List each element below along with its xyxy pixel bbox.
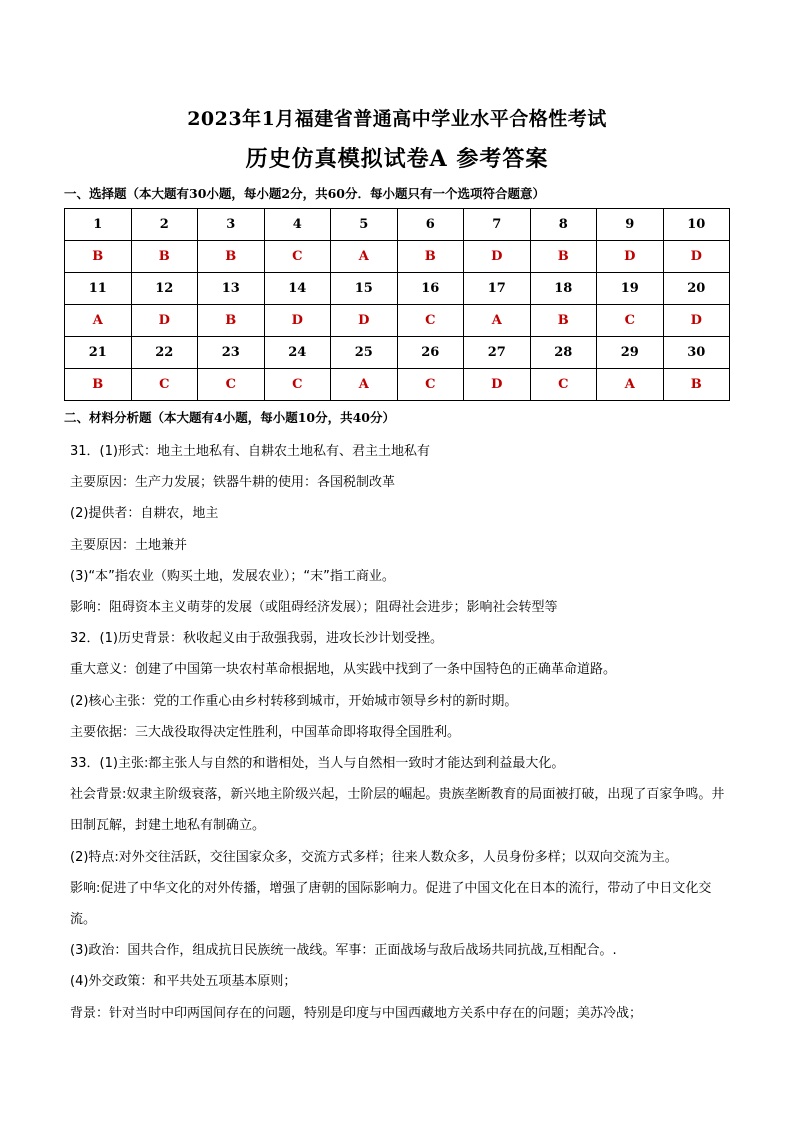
question-number: 11	[65, 273, 132, 305]
answer-cell: A	[65, 305, 132, 337]
answer-line: (3)“本”指农业（购买土地，发展农业）；“末”指工商业。	[70, 568, 395, 584]
question-number: 21	[65, 337, 132, 369]
exam-title: 2023年1月福建省普通高中学业水平合格性考试	[187, 108, 607, 130]
answer-cell: D	[264, 305, 331, 337]
question-number: 14	[264, 273, 331, 305]
answer-cell: C	[264, 241, 331, 273]
answer-table	[64, 208, 730, 401]
answer-cell: D	[597, 241, 664, 273]
section2-answers	[70, 436, 734, 1029]
answer-line: 影响:促进了中华文化的对外传播，增强了唐朝的国际影响力。促进了中国文化在日本的流行，带动了中日文化交流。	[70, 880, 712, 928]
section1-heading: 一、选择题（本大题有30小题，每小题2分，共60分．每小题只有一个选项符合题意）	[64, 186, 545, 201]
answer-line: 32．(1)历史背景：秋收起义由于敌强我弱，进攻长沙计划受挫。	[70, 631, 443, 647]
question-number: 28	[530, 337, 597, 369]
answer-cell: D	[464, 369, 531, 401]
question-number: 26	[397, 337, 464, 369]
answer-line: (2)核心主张：党的工作重心由乡村转移到城市，开始城市领导乡村的新时期。	[70, 693, 518, 709]
answer-line: (3)政治：国共合作，组成抗日民族统一战线。军事：正面战场与敌后战场共同抗战,互相配合。.	[70, 943, 617, 959]
answer-row	[65, 369, 730, 401]
answer-cell: A	[597, 369, 664, 401]
answer-cell: C	[131, 369, 198, 401]
question-number: 17	[464, 273, 531, 305]
answer-cell: A	[331, 241, 398, 273]
answer-cell: B	[397, 241, 464, 273]
answer-line: (2)特点:对外交往活跃，交往国家众多，交流方式多样；往来人数众多，人员身份多样；以双向交流为主。	[70, 849, 678, 865]
answer-cell: C	[397, 305, 464, 337]
question-number: 3	[198, 209, 265, 241]
answer-line: 主要依据：三大战役取得决定性胜利，中国革命即将取得全国胜利。	[70, 724, 461, 740]
answer-line: 主要原因：土地兼并	[70, 537, 188, 553]
answer-line: 重大意义：创建了中国第一块农村革命根据地，从实践中找到了一条中国特色的正确革命道路。	[70, 662, 617, 678]
question-number: 25	[331, 337, 398, 369]
answer-cell: D	[331, 305, 398, 337]
answer-cell: B	[198, 305, 265, 337]
question-number: 29	[597, 337, 664, 369]
question-number: 27	[464, 337, 531, 369]
answer-line: 背景：针对当时中印两国间存在的问题，特别是印度与中国西藏地方关系中存在的问题；美苏冷战；	[70, 1005, 643, 1021]
answer-cell: B	[663, 369, 730, 401]
answer-row	[65, 305, 730, 337]
question-number: 23	[198, 337, 265, 369]
question-number-row	[65, 337, 730, 369]
question-number: 20	[663, 273, 730, 305]
answer-cell: C	[530, 369, 597, 401]
answer-cell: C	[198, 369, 265, 401]
question-number: 12	[131, 273, 198, 305]
answer-row	[65, 241, 730, 273]
answer-key-title: 历史仿真模拟试卷A 参考答案	[245, 146, 549, 172]
answer-cell: C	[264, 369, 331, 401]
question-number: 10	[663, 209, 730, 241]
question-number: 5	[331, 209, 398, 241]
question-number: 1	[65, 209, 132, 241]
question-number: 4	[264, 209, 331, 241]
question-number: 8	[530, 209, 597, 241]
answer-cell: D	[663, 305, 730, 337]
question-number: 19	[597, 273, 664, 305]
answer-line: 影响：阻碍资本主义萌芽的发展（或阻碍经济发展）；阻碍社会进步；影响社会转型等	[70, 600, 558, 616]
question-number: 6	[397, 209, 464, 241]
answer-line: 主要原因：生产力发展；铁器牛耕的使用：各国税制改革	[70, 475, 396, 491]
answer-line: 31．(1)形式：地主土地私有、自耕农土地私有、君主土地私有	[70, 444, 430, 459]
answer-cell: D	[464, 241, 531, 273]
answer-cell: A	[464, 305, 531, 337]
answer-cell: C	[597, 305, 664, 337]
answer-line: (4)外交政策：和平共处五项基本原则；	[70, 974, 297, 990]
question-number: 15	[331, 273, 398, 305]
answer-line: 社会背景:奴隶主阶级衰落，新兴地主阶级兴起，士阶层的崛起。贵族垄断教育的局面被打破，出现了百家争鸣。井田制瓦解，封建土地私有制确立。	[70, 787, 725, 834]
answer-cell: D	[131, 305, 198, 337]
answer-cell: D	[663, 241, 730, 273]
question-number-row	[65, 209, 730, 241]
question-number: 9	[597, 209, 664, 241]
answer-cell: C	[397, 369, 464, 401]
answer-cell: A	[331, 369, 398, 401]
answer-cell: B	[65, 369, 132, 401]
question-number: 16	[397, 273, 464, 305]
question-number: 2	[131, 209, 198, 241]
question-number: 7	[464, 209, 531, 241]
question-number: 24	[264, 337, 331, 369]
question-number: 13	[198, 273, 265, 305]
question-number-row	[65, 273, 730, 305]
answer-cell: B	[131, 241, 198, 273]
question-number: 30	[663, 337, 730, 369]
answer-line: (2)提供者：自耕农，地主	[70, 506, 219, 522]
answer-cell: B	[198, 241, 265, 273]
answer-cell: B	[530, 305, 597, 337]
answer-line: 33．(1)主张:都主张人与自然的和谐相处，当人与自然相一致时才能达到利益最大化。	[70, 756, 565, 772]
question-number: 18	[530, 273, 597, 305]
answer-cell: B	[530, 241, 597, 273]
answer-cell: B	[65, 241, 132, 273]
question-number: 22	[131, 337, 198, 369]
section2-heading: 二、材料分析题（本大题有4小题，每小题10分，共40分）	[64, 410, 395, 425]
